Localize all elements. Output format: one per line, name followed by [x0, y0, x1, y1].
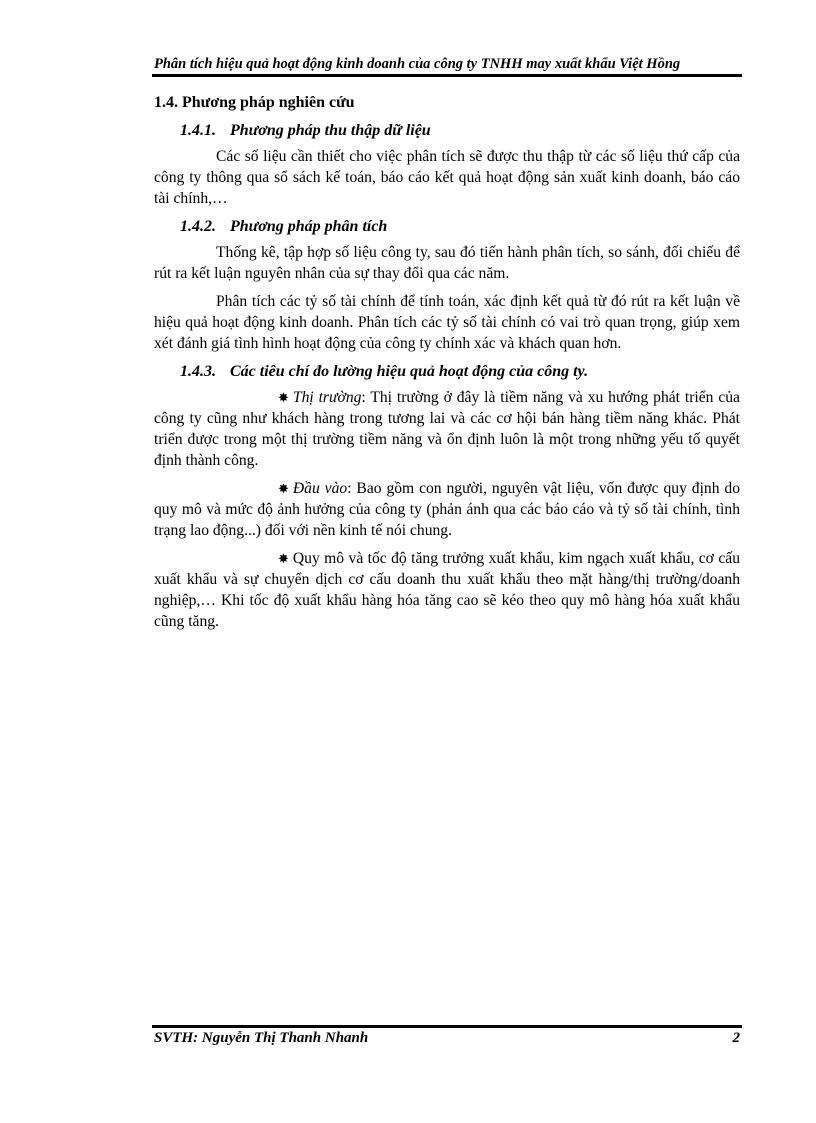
- subsection-heading: [180, 216, 740, 238]
- subsection-title: Phương pháp phân tích: [230, 218, 388, 235]
- running-footer: [154, 1030, 740, 1047]
- header-divider: [152, 74, 742, 77]
- subsection-title: Phương pháp thu thập dữ liệu: [230, 122, 431, 139]
- subsection-number: 1.4.2.: [180, 218, 216, 235]
- page-content: [154, 92, 740, 639]
- bullet-text: : Bao gồm con người, nguyên vật liệu, vốn được quy định do quy mô và mức độ ảnh hưởng của công ty (phản ánh qua các báo cáo và tỷ số tài chính, tình trạng lao động...) đối với nền kinh tế nói chung.: [154, 480, 740, 539]
- section-heading: 1.4. Phương pháp nghiên cứu: [154, 94, 355, 111]
- subsection-number: 1.4.1.: [180, 122, 216, 139]
- paragraph: Các số liệu cần thiết cho việc phân tích sẽ được thu thập từ các số liệu thứ cấp của công ty thông qua sổ sách kế toán, báo cáo kết quả hoạt động sản xuất kinh doanh, báo cáo tài chính,…: [154, 148, 740, 207]
- bullet-term: Thị trường: [292, 389, 362, 406]
- subsection-number: 1.4.3.: [180, 363, 216, 380]
- paragraph: Thống kê, tập hợp số liệu công ty, sau đó tiến hành phân tích, so sánh, đối chiếu để rút ra kết luận nguyên nhân của sự thay đổi qua các năm.: [154, 244, 740, 282]
- bullet-paragraph: [154, 548, 740, 632]
- bullet-icon: ✸: [278, 390, 289, 405]
- page-number: 2: [732, 1030, 740, 1046]
- bullet-text: Quy mô và tốc độ tăng trưởng xuất khẩu, kim ngạch xuất khẩu, cơ cấu xuất khẩu và sự chuyển dịch cơ cấu doanh thu xuất khẩu theo mặt hàng/thị trường/doanh nghiệp,… Khi tốc độ xuất khẩu hàng hóa tăng cao sẽ kéo theo quy mô hàng hóa xuất khẩu cũng tăng.: [154, 550, 740, 630]
- running-header: Phân tích hiệu quả hoạt động kinh doanh của công ty TNHH may xuất khẩu Việt Hồng: [154, 56, 681, 72]
- bullet-paragraph: [154, 478, 740, 541]
- bullet-icon: ✸: [278, 481, 289, 496]
- paragraph: Phân tích các tỷ số tài chính để tính toán, xác định kết quả từ đó rút ra kết luận về hiệu quả hoạt động kinh doanh. Phân tích các tỷ số tài chính có vai trò quan trọng, giúp xem xét đánh giá tình hình hoạt động của công ty chính xác và khách quan hơn.: [154, 293, 740, 352]
- bullet-paragraph: [154, 387, 740, 471]
- subsection-heading: [180, 361, 740, 383]
- footer-author: SVTH: Nguyễn Thị Thanh Nhanh: [154, 1030, 369, 1046]
- bullet-term: Đầu vào: [292, 480, 348, 497]
- bullet-icon: ✸: [278, 551, 289, 566]
- subsection-heading: [180, 120, 740, 142]
- bullet-text: : Thị trường ở đây là tiềm năng và xu hướng phát triển của công ty cũng như khách hàng trong tương lai và các cơ hội bán hàng tiềm năng khác. Phát triển được trong một thị trường tiềm năng và ổn định luôn là một trong những yếu tố quyết định thành công.: [154, 389, 740, 469]
- subsection-title: Các tiêu chí đo lường hiệu quả hoạt động của công ty.: [230, 363, 589, 380]
- footer-divider: [152, 1025, 742, 1028]
